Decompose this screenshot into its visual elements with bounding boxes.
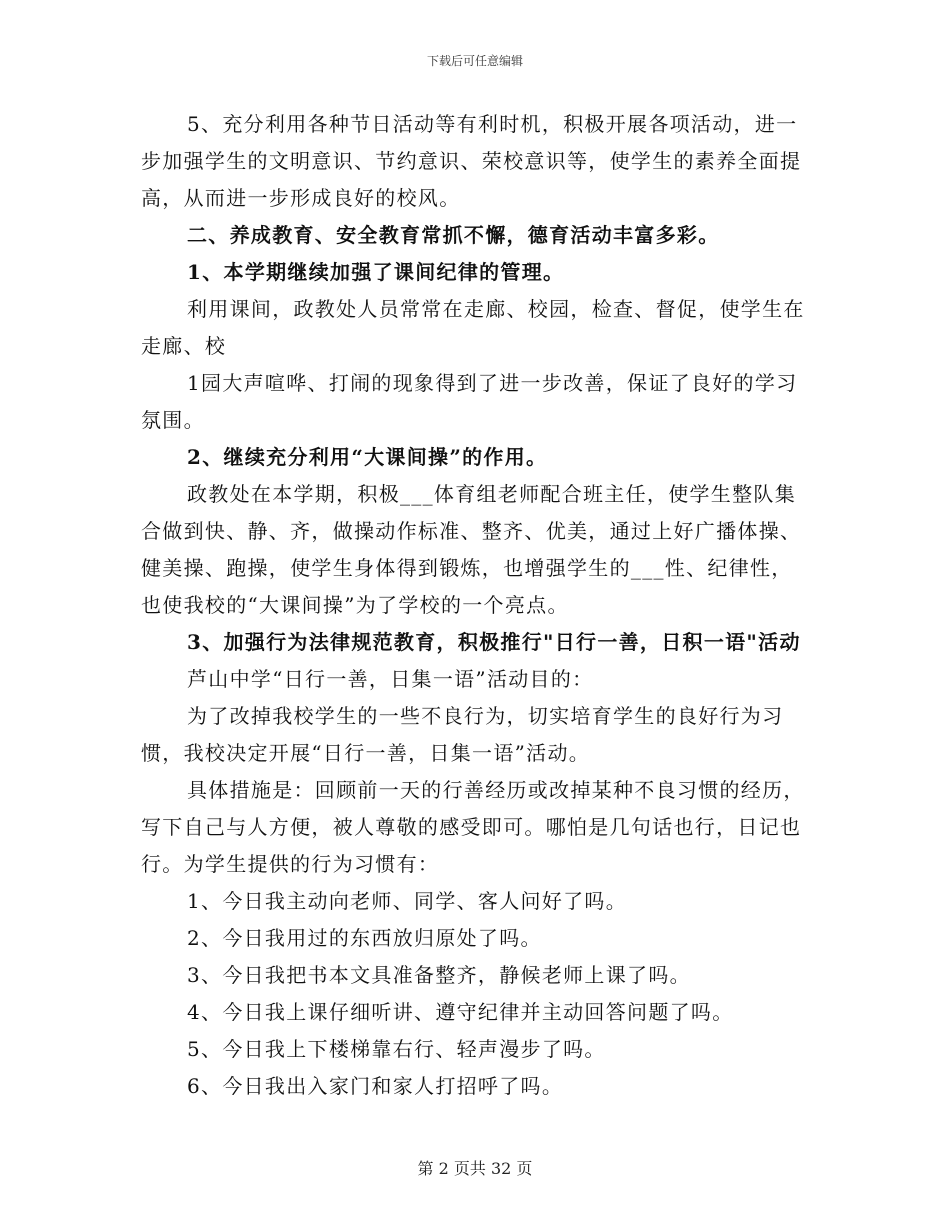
habit-item-2: 2、今日我用过的东西放归原处了吗。 xyxy=(187,926,542,950)
paragraph-activity-purpose-title: 芦山中学“日行一善，日集一语”活动目的： xyxy=(187,667,594,691)
section-heading-2: 二、养成教育、安全教育常抓不懈，德育活动丰富多彩。 xyxy=(187,223,720,247)
habit-item-4: 4、今日我上课仔细听讲、遵守纪律并主动回答问题了吗。 xyxy=(187,1000,734,1024)
subheading-behavior-education: 3、加强行为法律规范教育，积极推行"日行一善，日积一语"活动 xyxy=(187,630,801,654)
paragraph-break-result: 1园大声喧哗、打闹的现象得到了进一步改善，保证了良好的学习氛围。 xyxy=(141,371,798,432)
paragraph-exercise: 政教处在本学期，积极___体育组老师配合班主任，使学生整队集合做到快、静、齐，做操动作标准、整齐、优美，通过上好广播体操、健美操、跑操，使学生身体得到锻炼，也增强学生的___性、纪律性，也使我校的“大课间操”为了学校的一个亮点。 xyxy=(141,482,802,617)
habit-item-1: 1、今日我主动向老师、同学、客人问好了吗。 xyxy=(187,889,628,913)
page-footer: 第 2 页共 32 页 xyxy=(417,1159,533,1178)
page-header: 下载后可任意编辑 xyxy=(426,54,523,68)
subheading-break-discipline: 1、本学期继续加强了课间纪律的管理。 xyxy=(187,260,565,284)
habit-item-5: 5、今日我上下楼梯靠右行、轻声漫步了吗。 xyxy=(187,1037,606,1061)
paragraph-measures: 具体措施是：回顾前一天的行善经历或改掉某种不良习惯的经历，写下自己与人方便，被人尊敬的感受即可。哪怕是几句话也行，日记也行。为学生提供的行为习惯有： xyxy=(141,778,805,876)
habit-item-6: 6、今日我出入家门和家人打招呼了吗。 xyxy=(187,1074,564,1098)
document-body xyxy=(141,106,811,1105)
paragraph-activity-purpose: 为了改掉我校学生的一些不良行为，切实培育学生的良好行为习惯，我校决定开展“日行一善，日集一语”活动。 xyxy=(141,704,784,765)
paragraph-break-patrol: 利用课间，政教处人员常常在走廊、校园，检查、督促，使学生在走廊、校 xyxy=(141,297,805,358)
paragraph-activities: 5、充分利用各种节日活动等有利时机，积极开展各项活动，进一步加强学生的文明意识、节约意识、荣校意识等，使学生的素养全面提高，从而进一步形成良好的校风。 xyxy=(141,112,802,210)
subheading-big-break-exercise: 2、继续充分利用“大课间操”的作用。 xyxy=(187,445,548,469)
habit-item-3: 3、今日我把书本文具准备整齐，静候老师上课了吗。 xyxy=(187,963,691,987)
